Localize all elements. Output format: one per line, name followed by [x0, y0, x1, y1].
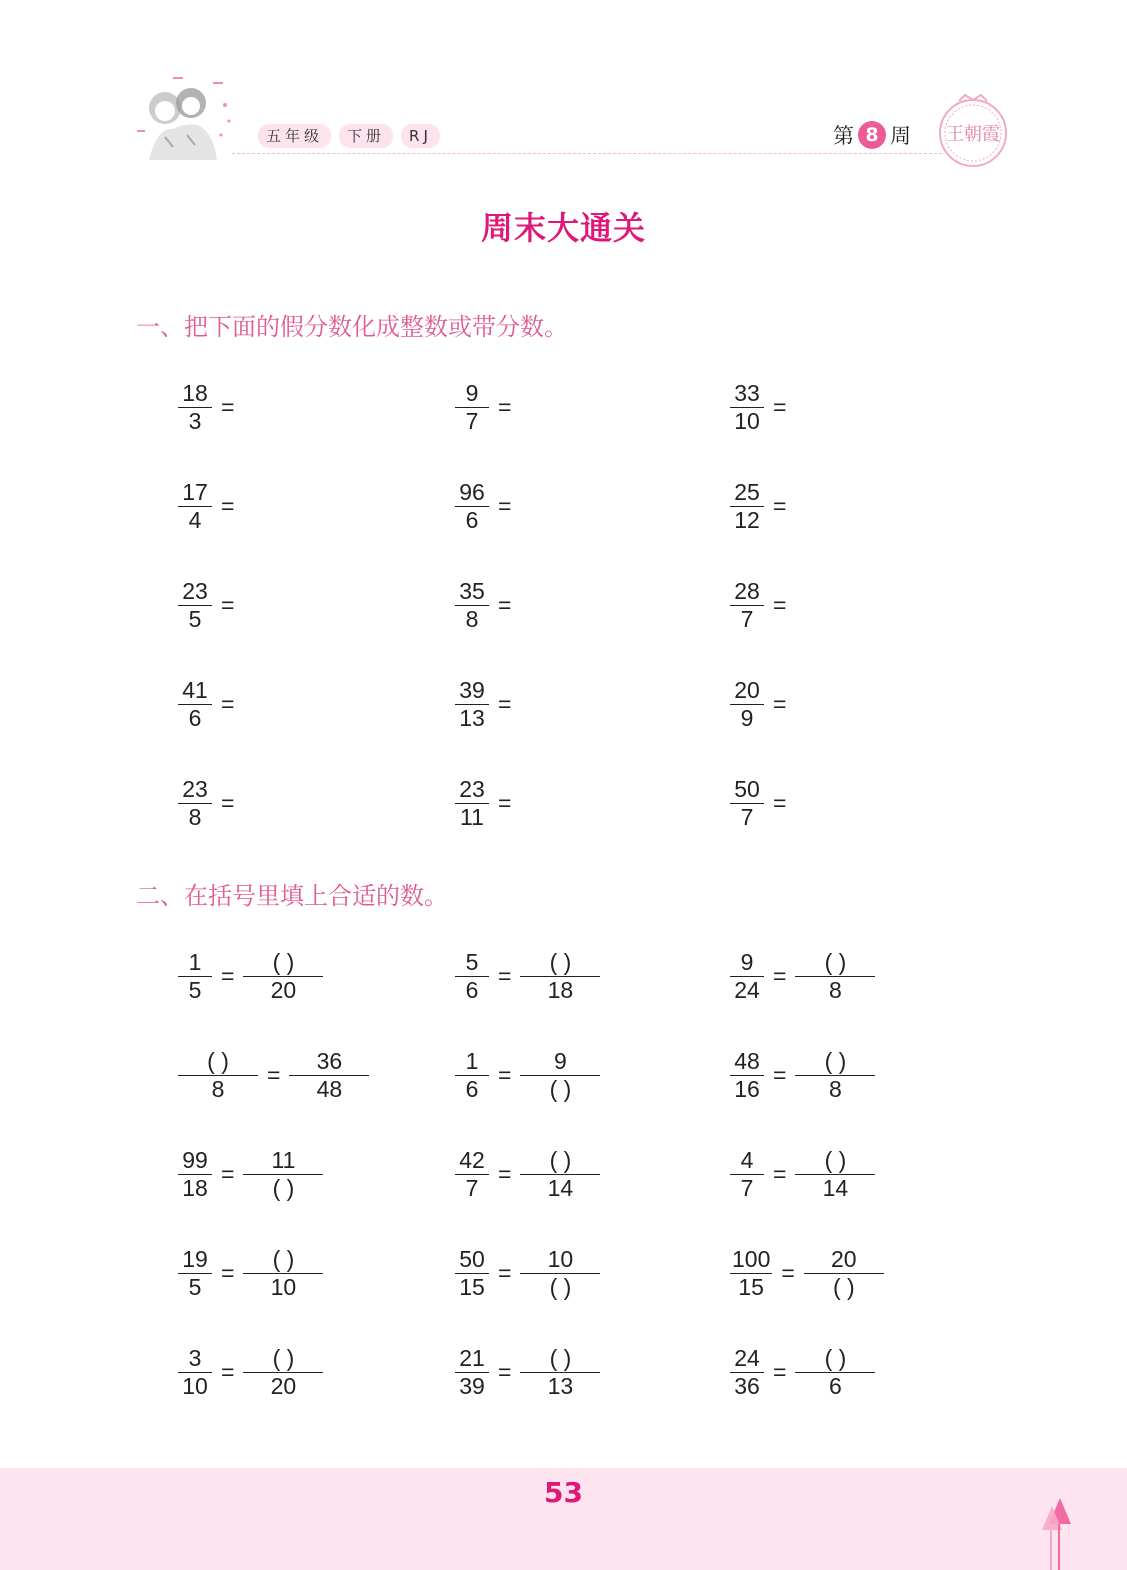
fill-blank-item [178, 949, 323, 1004]
equals-sign: = [498, 394, 512, 420]
exercise-item [455, 479, 520, 534]
week-number-badge: 8 [858, 121, 886, 149]
exercise-item [730, 776, 795, 831]
left-fraction [455, 949, 489, 1004]
improper-fraction [178, 479, 212, 534]
exercise-item [455, 578, 520, 633]
improper-fraction-numerator: 25 [734, 479, 760, 505]
left-fraction [730, 1345, 764, 1400]
exercise-item [178, 776, 243, 831]
seal-text: 王朝霞 [946, 124, 1000, 145]
right-fraction-numerator: ( ) [824, 1048, 847, 1074]
page-title: 周末大通关 [480, 209, 646, 247]
right-fraction-numerator: ( ) [824, 1345, 847, 1371]
equals-sign: = [498, 1260, 512, 1286]
fill-blank-item [455, 1246, 600, 1301]
improper-fraction [455, 578, 489, 633]
equals-sign: = [498, 493, 512, 519]
fill-blank-item [730, 1048, 875, 1103]
improper-fraction-numerator: 39 [459, 677, 485, 703]
left-fraction [178, 1345, 212, 1400]
left-fraction [178, 1048, 258, 1103]
right-fraction-denominator: 20 [270, 1373, 297, 1399]
right-fraction-numerator: 11 [271, 1147, 296, 1173]
left-fraction-numerator: 42 [459, 1147, 485, 1173]
left-fraction-denominator: 15 [459, 1274, 485, 1300]
edition-tag: RJ [401, 124, 440, 148]
improper-fraction-numerator: 20 [734, 677, 760, 703]
left-fraction-numerator: ( ) [207, 1048, 229, 1074]
fill-blank-item [730, 949, 875, 1004]
equals-sign: = [221, 790, 235, 816]
left-fraction [455, 1048, 489, 1103]
improper-fraction-denominator: 7 [740, 804, 754, 830]
right-fraction-numerator: ( ) [272, 1246, 295, 1272]
improper-fraction-numerator: 33 [734, 380, 760, 406]
improper-fraction-denominator: 12 [734, 507, 760, 533]
equals-sign: = [221, 1260, 235, 1286]
right-fraction-numerator: 10 [547, 1246, 574, 1272]
left-fraction [178, 1246, 212, 1301]
improper-fraction-denominator: 10 [734, 408, 760, 434]
improper-fraction [178, 578, 212, 633]
right-fraction-denominator: 48 [316, 1076, 343, 1102]
improper-fraction-denominator: 11 [460, 804, 484, 830]
improper-fraction [455, 479, 489, 534]
page-number: 53 [544, 1476, 583, 1509]
fill-blank-item [730, 1147, 875, 1202]
exercise-item [730, 380, 795, 435]
left-fraction-denominator: 6 [465, 977, 479, 1003]
improper-fraction-numerator: 17 [182, 479, 208, 505]
left-fraction-denominator: 7 [465, 1175, 479, 1201]
equals-sign: = [498, 1062, 512, 1088]
right-fraction-denominator: ( ) [832, 1274, 855, 1300]
improper-fraction-denominator: 13 [459, 705, 485, 731]
right-fraction [520, 1048, 600, 1103]
equals-sign: = [221, 394, 235, 420]
improper-fraction-denominator: 7 [465, 408, 479, 434]
week-prefix: 第 [833, 124, 854, 148]
left-fraction-numerator: 1 [465, 1048, 479, 1074]
right-fraction-denominator: ( ) [549, 1076, 572, 1102]
left-fraction-numerator: 9 [740, 949, 754, 975]
right-fraction [795, 1048, 875, 1103]
equals-sign: = [498, 963, 512, 989]
right-fraction-denominator: 10 [270, 1274, 297, 1300]
left-fraction [178, 1147, 212, 1202]
right-fraction-denominator: 18 [547, 977, 574, 1003]
week-suffix: 周 [890, 124, 911, 148]
improper-fraction [455, 776, 489, 831]
left-fraction-numerator: 48 [734, 1048, 760, 1074]
exercise-item [178, 380, 243, 435]
section-1-heading: 一、把下面的假分数化成整数或带分数。 [136, 313, 568, 341]
left-fraction [455, 1246, 489, 1301]
improper-fraction-numerator: 23 [182, 578, 208, 604]
equals-sign: = [773, 493, 787, 519]
left-fraction-numerator: 100 [732, 1246, 771, 1272]
fill-blank-item [178, 1345, 323, 1400]
improper-fraction-numerator: 18 [182, 380, 208, 406]
left-fraction [455, 1345, 489, 1400]
left-fraction-numerator: 21 [459, 1345, 485, 1371]
equals-sign: = [267, 1062, 281, 1088]
left-fraction-denominator: 18 [182, 1175, 208, 1201]
right-fraction-denominator: 13 [547, 1373, 574, 1399]
exercise-item [455, 776, 520, 831]
left-fraction-denominator: 15 [738, 1274, 764, 1300]
page-header [0, 0, 1127, 175]
right-fraction-denominator: ( ) [272, 1175, 295, 1201]
improper-fraction [730, 578, 764, 633]
volume-tag: 下册 [339, 124, 393, 148]
equals-sign: = [773, 691, 787, 717]
fill-blank-item [455, 1048, 600, 1103]
fill-blank-item [455, 949, 600, 1004]
left-fraction-denominator: 8 [211, 1076, 225, 1102]
right-fraction-denominator: 8 [829, 1076, 842, 1102]
grade-tag: 五年级 [258, 124, 331, 148]
left-fraction [455, 1147, 489, 1202]
left-fraction-numerator: 99 [182, 1147, 208, 1173]
left-fraction-denominator: 5 [188, 977, 202, 1003]
left-fraction-numerator: 5 [465, 949, 479, 975]
left-fraction [730, 1048, 764, 1103]
exercise-item [178, 677, 243, 732]
equals-sign: = [498, 1161, 512, 1187]
improper-fraction-denominator: 8 [465, 606, 479, 632]
corner-arrow-icon [1038, 1498, 1078, 1570]
right-fraction [795, 1345, 875, 1400]
equals-sign: = [781, 1260, 795, 1286]
exercise-item [178, 479, 243, 534]
right-fraction [804, 1246, 884, 1301]
right-fraction [520, 949, 600, 1004]
right-fraction [243, 1147, 323, 1202]
right-fraction-numerator: ( ) [549, 1345, 572, 1371]
equals-sign: = [773, 1161, 787, 1187]
fill-blank-item [730, 1246, 884, 1301]
exercise-item [455, 380, 520, 435]
equals-sign: = [221, 592, 235, 618]
left-fraction [178, 949, 212, 1004]
fill-blank-item [455, 1147, 600, 1202]
right-fraction [795, 1147, 875, 1202]
equals-sign: = [773, 963, 787, 989]
right-fraction [520, 1147, 600, 1202]
right-fraction-denominator: 14 [547, 1175, 574, 1201]
grade-tags [258, 124, 440, 148]
brand-seal-logo [935, 93, 1011, 169]
left-fraction-denominator: 36 [734, 1373, 760, 1399]
left-fraction-denominator: 7 [740, 1175, 754, 1201]
left-fraction [730, 949, 764, 1004]
improper-fraction-numerator: 9 [465, 380, 479, 406]
improper-fraction [730, 479, 764, 534]
improper-fraction-denominator: 7 [740, 606, 754, 632]
equals-sign: = [498, 691, 512, 717]
left-fraction-denominator: 6 [465, 1076, 479, 1102]
fill-blank-item [178, 1246, 323, 1301]
exercise-item [455, 677, 520, 732]
left-fraction-denominator: 16 [734, 1076, 760, 1102]
equals-sign: = [773, 394, 787, 420]
left-fraction-denominator: 24 [734, 977, 760, 1003]
right-fraction [243, 1246, 323, 1301]
equals-sign: = [221, 1161, 235, 1187]
equals-sign: = [498, 1359, 512, 1385]
right-fraction-numerator: 9 [554, 1048, 567, 1074]
right-fraction-denominator: 14 [822, 1175, 849, 1201]
right-fraction-numerator: ( ) [272, 1345, 295, 1371]
improper-fraction-denominator: 8 [188, 804, 202, 830]
right-fraction [795, 949, 875, 1004]
right-fraction-numerator: ( ) [549, 949, 572, 975]
left-fraction [730, 1246, 772, 1301]
improper-fraction-numerator: 28 [734, 578, 760, 604]
improper-fraction [178, 677, 212, 732]
exercise-item [730, 479, 795, 534]
improper-fraction-numerator: 35 [459, 578, 485, 604]
left-fraction-denominator: 10 [182, 1373, 208, 1399]
improper-fraction [178, 380, 212, 435]
improper-fraction [455, 677, 489, 732]
improper-fraction-denominator: 3 [188, 408, 202, 434]
left-fraction [730, 1147, 764, 1202]
fill-blank-item [730, 1345, 875, 1400]
improper-fraction [178, 776, 212, 831]
right-fraction-numerator: ( ) [549, 1147, 572, 1173]
left-fraction-denominator: 5 [188, 1274, 202, 1300]
section-2-heading: 二、在括号里填上合适的数。 [136, 882, 448, 910]
improper-fraction-numerator: 23 [182, 776, 208, 802]
improper-fraction-denominator: 6 [465, 507, 479, 533]
improper-fraction-numerator: 23 [459, 776, 485, 802]
left-fraction-numerator: 3 [188, 1345, 202, 1371]
right-fraction [520, 1246, 600, 1301]
equals-sign: = [221, 691, 235, 717]
equals-sign: = [498, 592, 512, 618]
exercise-item [730, 677, 795, 732]
left-fraction-denominator: 39 [459, 1373, 485, 1399]
right-fraction-numerator: 20 [831, 1246, 857, 1272]
equals-sign: = [773, 790, 787, 816]
fill-blank-item [455, 1345, 600, 1400]
improper-fraction [455, 380, 489, 435]
exercise-item [730, 578, 795, 633]
improper-fraction-denominator: 5 [188, 606, 202, 632]
left-fraction-numerator: 24 [734, 1345, 760, 1371]
improper-fraction [730, 380, 764, 435]
exercise-item [178, 578, 243, 633]
right-fraction-numerator: ( ) [824, 949, 847, 975]
left-fraction-numerator: 1 [188, 949, 202, 975]
right-fraction-denominator: 8 [829, 977, 842, 1003]
equals-sign: = [773, 1062, 787, 1088]
improper-fraction [730, 776, 764, 831]
right-fraction-numerator: ( ) [824, 1147, 847, 1173]
kids-illustration [135, 75, 235, 160]
improper-fraction [730, 677, 764, 732]
fill-blank-item [178, 1147, 323, 1202]
equals-sign: = [498, 790, 512, 816]
right-fraction-denominator: ( ) [549, 1274, 572, 1300]
right-fraction [243, 949, 323, 1004]
right-fraction [243, 1345, 323, 1400]
left-fraction-numerator: 19 [182, 1246, 208, 1272]
header-divider [232, 153, 942, 154]
left-fraction-numerator: 4 [740, 1147, 754, 1173]
equals-sign: = [221, 1359, 235, 1385]
improper-fraction-denominator: 4 [188, 507, 202, 533]
equals-sign: = [773, 592, 787, 618]
right-fraction-numerator: 36 [316, 1048, 343, 1074]
improper-fraction-numerator: 41 [182, 677, 208, 703]
right-fraction [520, 1345, 600, 1400]
improper-fraction-numerator: 50 [734, 776, 760, 802]
right-fraction-numerator: ( ) [272, 949, 295, 975]
improper-fraction-numerator: 96 [459, 479, 485, 505]
right-fraction [289, 1048, 369, 1103]
equals-sign: = [221, 493, 235, 519]
right-fraction-denominator: 6 [829, 1373, 842, 1399]
week-label [833, 120, 911, 150]
improper-fraction-denominator: 6 [188, 705, 202, 731]
right-fraction-denominator: 20 [270, 977, 297, 1003]
equals-sign: = [221, 963, 235, 989]
improper-fraction-denominator: 9 [740, 705, 754, 731]
fill-blank-item [178, 1048, 369, 1103]
equals-sign: = [773, 1359, 787, 1385]
left-fraction-numerator: 50 [459, 1246, 485, 1272]
